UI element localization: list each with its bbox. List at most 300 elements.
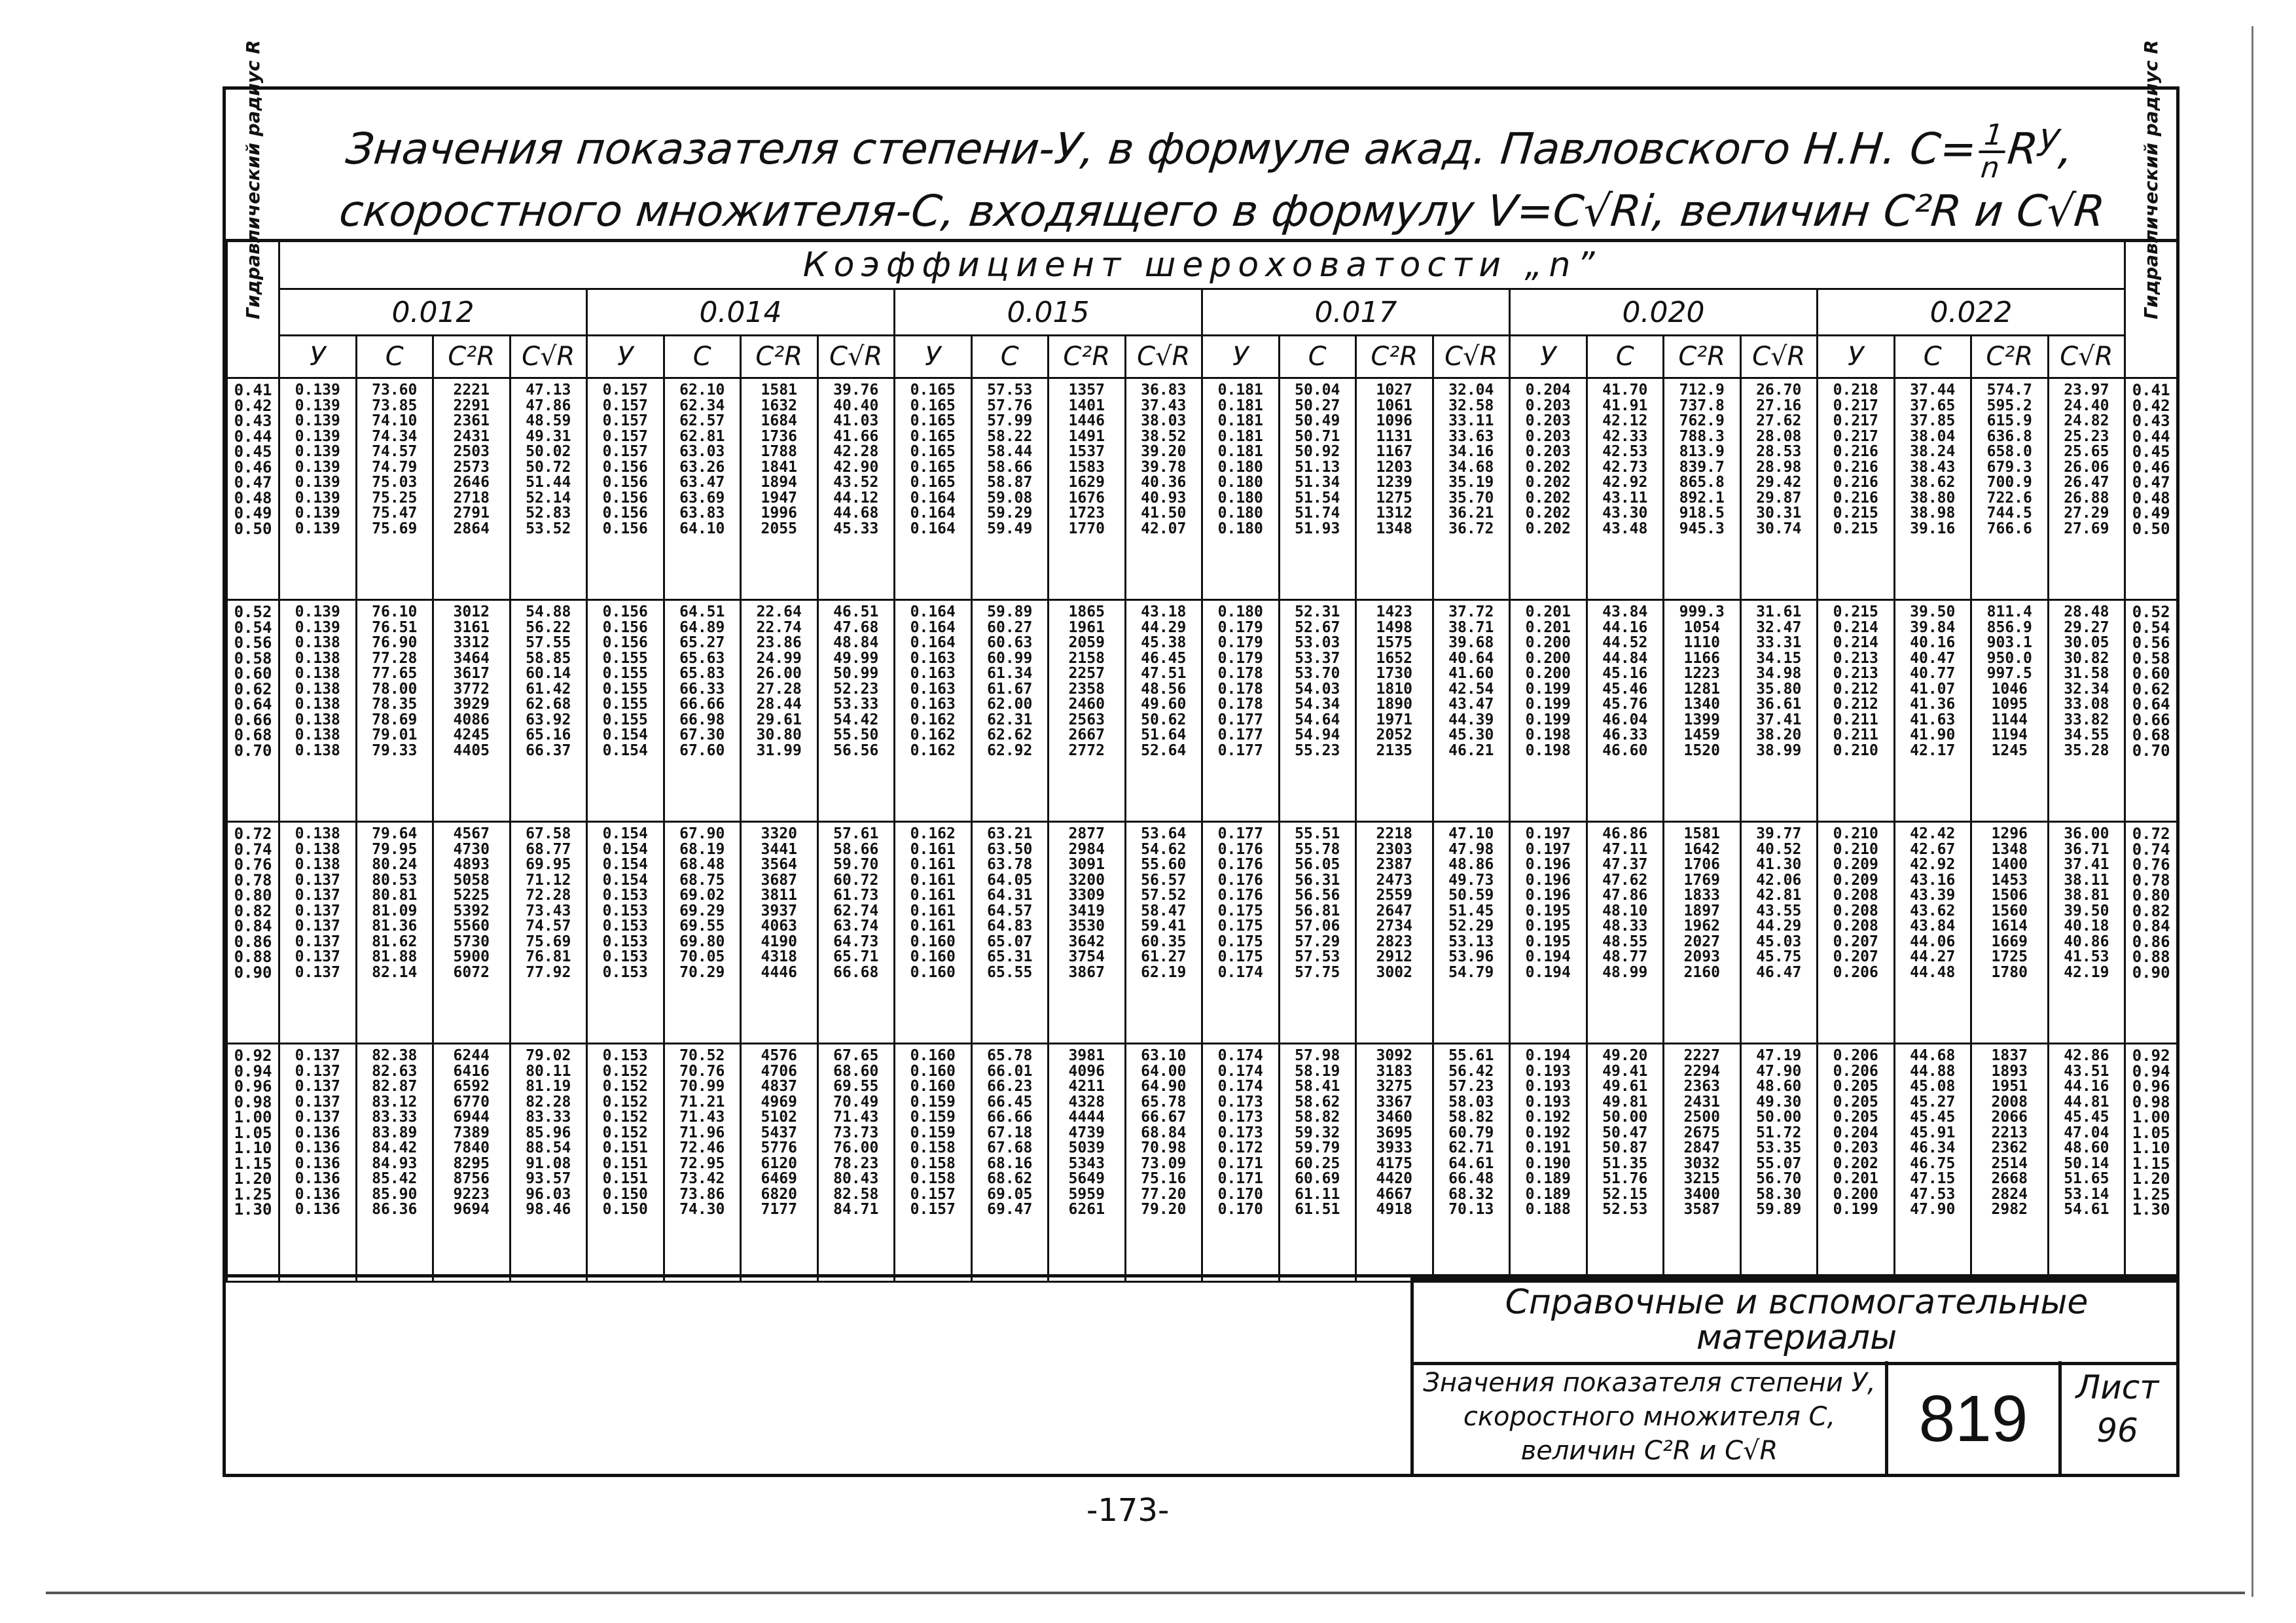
table-value: 0.190: [1525, 1154, 1571, 1172]
table-value: 59.70: [833, 856, 879, 873]
table-value: 34.16: [1448, 443, 1494, 460]
table-value: 80.81: [372, 887, 418, 904]
radius-value: 0.92: [2132, 1046, 2170, 1065]
value-column-csr: [1740, 378, 1818, 600]
table-value: 38.81: [2064, 887, 2109, 904]
table-value: 0.151: [602, 1154, 648, 1172]
table-value: 62.71: [1448, 1139, 1494, 1156]
table-value: 51.45: [1448, 902, 1494, 919]
table-value: 81.19: [526, 1078, 571, 1095]
table-value: 0.161: [910, 840, 956, 858]
table-value: 0.208: [1833, 887, 1878, 904]
table-value: 0.156: [602, 474, 648, 491]
radius-value: 0.54: [234, 618, 272, 637]
table-value: 59.32: [1295, 1124, 1340, 1141]
table-value: 70.13: [1448, 1201, 1494, 1218]
table-value: 30.82: [2064, 649, 2109, 667]
table-value: 41.07: [1910, 680, 1956, 698]
table-value: 82.14: [372, 963, 418, 981]
table-value: 67.18: [987, 1124, 1033, 1141]
table-value: 44.06: [1910, 933, 1956, 950]
column-header: С: [1587, 336, 1664, 378]
table-value: 0.138: [295, 665, 340, 682]
table-value: 43.47: [1448, 696, 1494, 713]
table-value: 0.137: [295, 918, 340, 935]
table-value: 25.23: [2064, 427, 2109, 445]
radius-value: 0.82: [234, 901, 272, 920]
table-value: 62.74: [833, 902, 879, 919]
value-column-csr: [1740, 1044, 1818, 1282]
table-value: 0.210: [1833, 840, 1878, 858]
table-value: 62.34: [679, 397, 725, 414]
table-value: 0.164: [910, 603, 956, 620]
table-value: 0.203: [1525, 412, 1571, 429]
table-value: 3587: [1683, 1201, 1720, 1218]
table-value: 0.193: [1525, 1062, 1571, 1080]
value-column-csr: [510, 600, 587, 822]
value-column-c2r: [1049, 1044, 1126, 1282]
value-column-c2r: [1971, 378, 2049, 600]
table-value: 37.41: [2064, 856, 2109, 873]
table-value: 45.08: [1910, 1078, 1956, 1095]
column-header: C²R: [1356, 336, 1433, 378]
table-value: 39.84: [1910, 618, 1956, 636]
table-value: 51.93: [1295, 520, 1340, 537]
table-value: 1459: [1683, 726, 1720, 743]
table-value: 574.7: [1986, 382, 2032, 399]
radius-value: 0.96: [2132, 1077, 2170, 1096]
radius-value: 0.72: [234, 825, 272, 843]
table-value: 0.181: [1217, 427, 1263, 445]
table-value: 6072: [453, 963, 490, 981]
table-value: 2008: [1991, 1093, 2028, 1111]
table-value: 38.04: [1910, 427, 1956, 445]
table-value: 4576: [761, 1047, 797, 1064]
title-line-2: скоростного множителя-С, входящего в формулу V=C√Ri, величин C²R и C√R: [336, 185, 2108, 236]
table-value: 51.35: [1602, 1154, 1648, 1172]
table-value: 2055: [761, 520, 797, 537]
table-value: 49.31: [526, 427, 571, 445]
table-value: 43.84: [1602, 603, 1648, 620]
table-value: 0.210: [1833, 825, 1878, 842]
table-value: 56.42: [1448, 1062, 1494, 1080]
table-value: 2667: [1068, 726, 1105, 743]
table-value: 76.10: [372, 603, 418, 620]
table-value: 744.5: [1986, 505, 2032, 522]
table-value: 41.66: [833, 427, 879, 445]
table-value: 39.78: [1141, 458, 1187, 476]
table-value: 42.54: [1448, 680, 1494, 698]
table-value: 0.203: [1525, 427, 1571, 445]
table-value: 1453: [1991, 871, 2028, 889]
table-value: 1996: [761, 505, 797, 522]
table-value: 1583: [1068, 458, 1105, 476]
table-value: 0.153: [602, 902, 648, 919]
table-value: 5392: [453, 902, 490, 919]
table-value: 6120: [761, 1154, 797, 1172]
table-value: 0.202: [1525, 489, 1571, 507]
table-value: 58.41: [1295, 1078, 1340, 1095]
table-value: 2257: [1068, 665, 1105, 682]
table-value: 1131: [1376, 427, 1412, 445]
page-title: [336, 108, 2108, 240]
table-value: 51.76: [1602, 1170, 1648, 1187]
table-value: 82.58: [833, 1185, 879, 1203]
table-value: 51.64: [1141, 726, 1187, 743]
roughness-value-4: 0.020: [1510, 289, 1818, 336]
table-value: 0.178: [1217, 696, 1263, 713]
table-value: 1491: [1068, 427, 1105, 445]
table-value: 0.138: [295, 726, 340, 743]
table-value: 23.86: [756, 634, 802, 651]
table-value: 41.63: [1910, 711, 1956, 728]
value-column-c2r: [1971, 1044, 2049, 1282]
table-value: 0.156: [602, 634, 648, 651]
table-value: 65.27: [679, 634, 725, 651]
table-value: 55.60: [1141, 856, 1187, 873]
table-value: 73.86: [679, 1185, 725, 1203]
value-column-c: [356, 822, 433, 1044]
table-value: 1723: [1068, 505, 1105, 522]
radius-value: 0.58: [2132, 649, 2170, 668]
sheet-info: [2062, 1366, 2173, 1452]
table-value: 0.201: [1525, 618, 1571, 636]
table-value: 1095: [1991, 696, 2028, 713]
table-value: 66.66: [679, 696, 725, 713]
table-value: 79.01: [372, 726, 418, 743]
value-column-c: [664, 378, 741, 600]
radius-value: 0.68: [2132, 726, 2170, 744]
table-value: 0.198: [1525, 726, 1571, 743]
table-value: 0.153: [602, 933, 648, 950]
table-value: 903.1: [1986, 634, 2032, 651]
table-value: 0.157: [602, 397, 648, 414]
table-value: 2160: [1683, 963, 1720, 981]
value-column-c2r: [1971, 600, 2049, 822]
radius-value: 0.60: [234, 664, 272, 683]
table-value: 0.176: [1217, 871, 1263, 889]
table-value: 0.194: [1525, 1047, 1571, 1064]
table-value: 0.160: [910, 963, 956, 981]
radius-value: 1.25: [2132, 1185, 2170, 1204]
table-value: 0.205: [1833, 1078, 1878, 1095]
radius-value: 0.48: [234, 488, 272, 507]
table-value: 69.55: [679, 918, 725, 935]
table-value: 40.47: [1910, 649, 1956, 667]
table-value: 32.47: [1756, 618, 1802, 636]
table-value: 69.05: [987, 1185, 1033, 1203]
table-value: 0.136: [295, 1154, 340, 1172]
table-value: 4837: [761, 1078, 797, 1095]
table-value: 2791: [453, 505, 490, 522]
table-value: 49.61: [1602, 1078, 1648, 1095]
table-value: 48.84: [833, 634, 879, 651]
table-value: 0.204: [1525, 382, 1571, 399]
table-value: 0.180: [1217, 458, 1263, 476]
table-value: 42.92: [1602, 474, 1648, 491]
table-value: 53.35: [1756, 1139, 1802, 1156]
value-column-c2r: [1049, 378, 1126, 600]
radius-value: 0.92: [234, 1046, 272, 1065]
table-value: 46.60: [1602, 741, 1648, 759]
table-value: 2734: [1376, 918, 1412, 935]
table-value: 26.70: [1756, 382, 1802, 399]
table-value: 1423: [1376, 603, 1412, 620]
value-column-csr: [1125, 822, 1202, 1044]
table-value: 41.91: [1602, 397, 1648, 414]
table-value: 51.13: [1295, 458, 1340, 476]
radius-value: 0.52: [234, 603, 272, 621]
table-value: 79.20: [1141, 1201, 1187, 1218]
column-header: C√R: [1433, 336, 1510, 378]
table-value: 70.52: [679, 1047, 725, 1064]
table-value: 64.57: [987, 902, 1033, 919]
radius-value: 0.74: [2132, 840, 2170, 859]
table-value: 48.99: [1602, 963, 1648, 981]
value-column-csr: [1740, 822, 1818, 1044]
table-value: 3161: [453, 618, 490, 636]
table-value: 2291: [453, 397, 490, 414]
table-value: 712.9: [1679, 382, 1725, 399]
radius-value: 0.48: [2132, 488, 2170, 507]
table-value: 52.67: [1295, 618, 1340, 636]
value-column-csr: [1125, 600, 1202, 822]
table-value: 53.33: [833, 696, 879, 713]
radius-value: 0.88: [234, 948, 272, 966]
table-value: 54.79: [1448, 963, 1494, 981]
table-value: 0.199: [1833, 1201, 1878, 1218]
table-value: 35.70: [1448, 489, 1494, 507]
table-value: 0.198: [1525, 741, 1571, 759]
value-column-c2r: [1664, 1044, 1741, 1282]
table-value: 0.139: [295, 397, 340, 414]
value-column-y: [1818, 600, 1895, 822]
table-value: 42.17: [1910, 741, 1956, 759]
table-value: 51.54: [1295, 489, 1340, 507]
table-value: 0.206: [1833, 1062, 1878, 1080]
table-value: 0.137: [295, 933, 340, 950]
table-value: 0.193: [1525, 1093, 1571, 1111]
table-value: 0.213: [1833, 649, 1878, 667]
table-value: 0.137: [295, 1078, 340, 1095]
table-value: 1769: [1683, 871, 1720, 889]
table-value: 58.47: [1141, 902, 1187, 919]
table-value: 0.138: [295, 711, 340, 728]
table-value: 1788: [761, 443, 797, 460]
table-value: 80.43: [833, 1170, 879, 1187]
table-value: 762.9: [1679, 412, 1725, 429]
table-value: 60.99: [987, 649, 1033, 667]
column-header: C√R: [2048, 336, 2125, 378]
table-value: 0.157: [602, 443, 648, 460]
table-value: 1357: [1068, 382, 1105, 399]
table-value: 4918: [1376, 1201, 1412, 1218]
radius-value: 0.64: [234, 695, 272, 713]
table-value: 3275: [1376, 1078, 1412, 1095]
table-value: 2559: [1376, 887, 1412, 904]
value-column-y: [279, 822, 357, 1044]
table-value: 2303: [1376, 840, 1412, 858]
table-value: 42.06: [1756, 871, 1802, 889]
table-value: 37.72: [1448, 603, 1494, 620]
table-value: 81.36: [372, 918, 418, 935]
table-value: 0.154: [602, 726, 648, 743]
table-value: 59.89: [987, 603, 1033, 620]
table-value: 8295: [453, 1154, 490, 1172]
table-value: 0.177: [1217, 825, 1263, 842]
table-value: 0.137: [295, 1062, 340, 1080]
table-value: 64.05: [987, 871, 1033, 889]
radius-value: 0.86: [2132, 932, 2170, 951]
table-value: 57.53: [987, 382, 1033, 399]
table-value: 42.81: [1756, 887, 1802, 904]
table-value: 31.58: [2064, 665, 2109, 682]
table-value: 0.200: [1525, 634, 1571, 651]
table-value: 33.63: [1448, 427, 1494, 445]
table-value: 1841: [761, 458, 797, 476]
table-value: 1560: [1991, 902, 2028, 919]
table-value: 0.196: [1525, 887, 1571, 904]
value-column-csr: [510, 822, 587, 1044]
table-value: 4420: [1376, 1170, 1412, 1187]
table-value: 997.5: [1986, 665, 2032, 682]
table-value: 1810: [1376, 680, 1412, 698]
table-value: 35.28: [2064, 741, 2109, 759]
table-value: 0.172: [1217, 1139, 1263, 1156]
table-value: 0.191: [1525, 1139, 1571, 1156]
table-value: 0.208: [1833, 902, 1878, 919]
table-value: 0.138: [295, 680, 340, 698]
table-value: 2573: [453, 458, 490, 476]
table-value: 74.57: [526, 918, 571, 935]
table-value: 0.217: [1833, 412, 1878, 429]
radius-value: 0.90: [2132, 963, 2170, 982]
radius-column-left: [227, 600, 279, 822]
table-value: 42.53: [1602, 443, 1648, 460]
table-value: 42.42: [1910, 825, 1956, 842]
table-value: 58.82: [1448, 1109, 1494, 1126]
table-value: 39.68: [1448, 634, 1494, 651]
table-value: 1961: [1068, 618, 1105, 636]
table-value: 56.56: [833, 741, 879, 759]
table-value: 1951: [1991, 1078, 2028, 1095]
table-value: 41.53: [2064, 948, 2109, 965]
table-value: 1348: [1991, 840, 2028, 858]
table-value: 1581: [1683, 825, 1720, 842]
table-value: 0.200: [1525, 649, 1571, 667]
table-value: 82.63: [372, 1062, 418, 1080]
table-value: 30.05: [2064, 634, 2109, 651]
table-value: 0.165: [910, 474, 956, 491]
table-value: 0.159: [910, 1109, 956, 1126]
value-column-c: [1587, 822, 1664, 1044]
table-value: 0.152: [602, 1109, 648, 1126]
table-value: 0.174: [1217, 1078, 1263, 1095]
value-column-csr: [2048, 600, 2125, 822]
radius-value: 1.30: [234, 1200, 272, 1219]
table-value: 33.11: [1448, 412, 1494, 429]
table-value: 69.47: [987, 1201, 1033, 1218]
table-value: 0.156: [602, 520, 648, 537]
table-value: 1684: [761, 412, 797, 429]
table-value: 45.27: [1910, 1093, 1956, 1111]
value-column-c: [971, 822, 1049, 1044]
table-value: 69.80: [679, 933, 725, 950]
table-value: 0.154: [602, 840, 648, 858]
title-block: [1410, 1277, 2179, 1477]
table-value: 53.14: [2064, 1185, 2109, 1203]
table-value: 3772: [453, 680, 490, 698]
column-header: С: [664, 336, 741, 378]
table-value: 63.03: [679, 443, 725, 460]
radius-value: 1.15: [2132, 1154, 2170, 1173]
table-value: 3695: [1376, 1124, 1412, 1141]
table-value: 0.139: [295, 412, 340, 429]
table-value: 0.158: [910, 1170, 956, 1187]
table-value: 48.33: [1602, 918, 1648, 935]
table-value: 865.8: [1679, 474, 1725, 491]
table-value: 0.215: [1833, 520, 1878, 537]
radius-value: 0.82: [2132, 901, 2170, 920]
table-value: 76.90: [372, 634, 418, 651]
table-value: 658.0: [1986, 443, 2032, 460]
value-column-c2r: [1971, 822, 2049, 1044]
table-value: 68.77: [526, 840, 571, 858]
table-value: 38.43: [1910, 458, 1956, 476]
table-value: 65.63: [679, 649, 725, 667]
table-value: 47.98: [1448, 840, 1494, 858]
radius-column-left: [227, 1044, 279, 1282]
table-value: 0.137: [295, 1047, 340, 1064]
table-value: 3419: [1068, 902, 1105, 919]
table-value: 3215: [1683, 1170, 1720, 1187]
table-value: 43.62: [1910, 902, 1956, 919]
table-value: 82.87: [372, 1078, 418, 1095]
table-value: 1706: [1683, 856, 1720, 873]
table-value: 0.153: [602, 1047, 648, 1064]
value-column-c: [664, 1044, 741, 1282]
value-column-y: [587, 600, 664, 822]
value-column-c2r: [433, 1044, 511, 1282]
table-value: 70.49: [833, 1093, 879, 1111]
value-column-csr: [817, 378, 895, 600]
roughness-header: Коэффициент шероховатости „n”: [279, 241, 2125, 289]
table-value: 46.04: [1602, 711, 1648, 728]
table-value: 0.138: [295, 856, 340, 873]
table-value: 3530: [1068, 918, 1105, 935]
table-value: 75.16: [1141, 1170, 1187, 1187]
table-value: 0.160: [910, 933, 956, 950]
table-value: 0.153: [602, 887, 648, 904]
value-column-y: [895, 822, 972, 1044]
table-value: 40.64: [1448, 649, 1494, 667]
table-value: 3754: [1068, 948, 1105, 965]
table-value: 0.196: [1525, 871, 1571, 889]
table-value: 62.10: [679, 382, 725, 399]
table-value: 3091: [1068, 856, 1105, 873]
value-column-c2r: [1049, 822, 1126, 1044]
table-value: 52.14: [526, 489, 571, 507]
table-value: 63.92: [526, 711, 571, 728]
table-value: 60.79: [1448, 1124, 1494, 1141]
table-value: 3937: [761, 902, 797, 919]
table-value: 615.9: [1986, 412, 2032, 429]
table-value: 0.164: [910, 489, 956, 507]
table-value: 38.20: [1756, 726, 1802, 743]
table-value: 1498: [1376, 618, 1412, 636]
table-value: 0.139: [295, 618, 340, 636]
table-value: 1166: [1683, 649, 1720, 667]
